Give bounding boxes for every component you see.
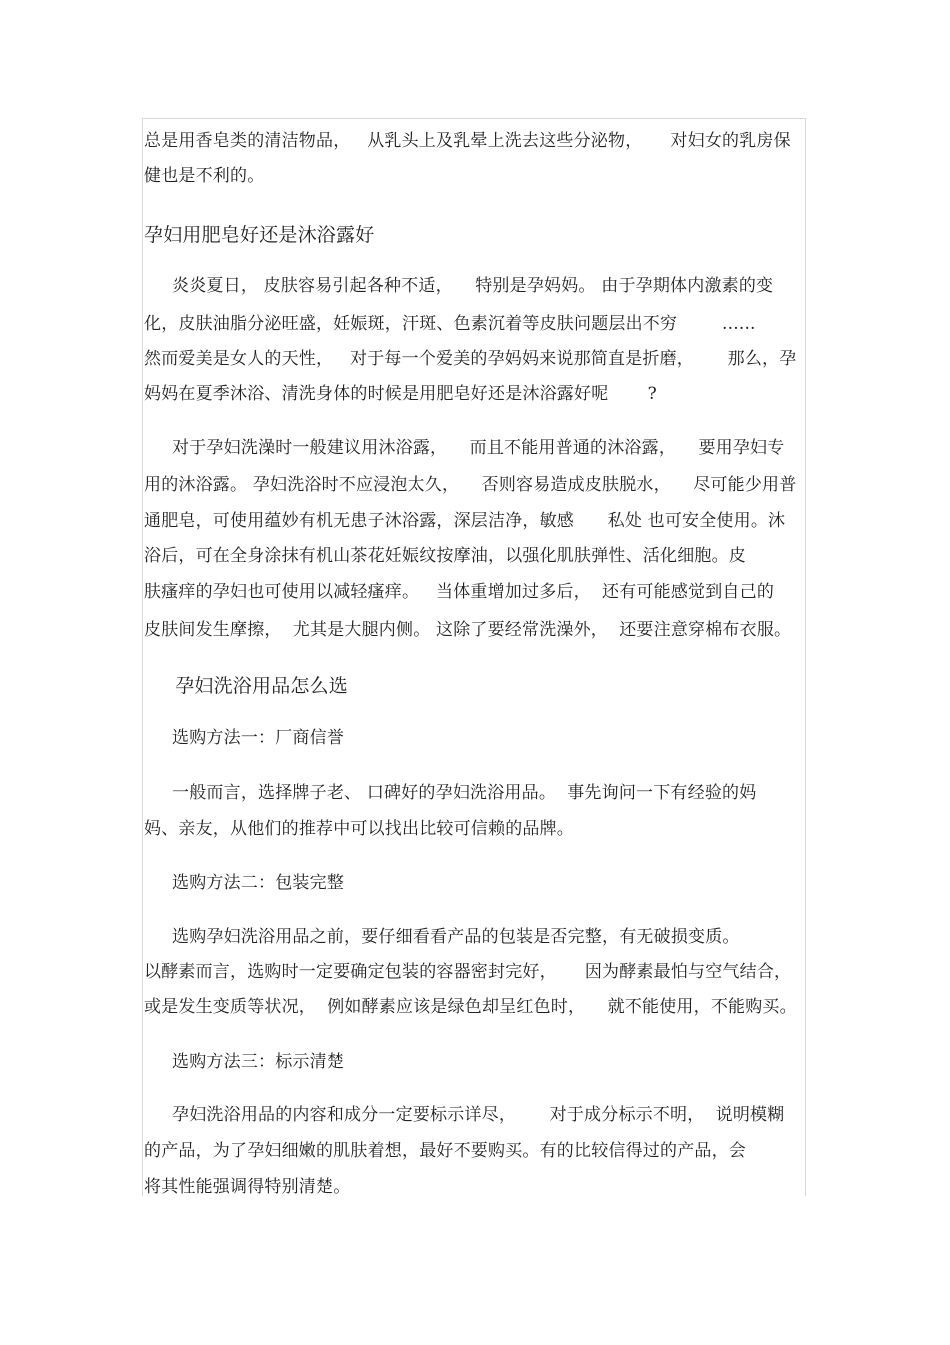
subheading: 选购方法一：厂商信誉 bbox=[144, 728, 345, 748]
subheading: 选购方法二：包装完整 bbox=[144, 873, 345, 893]
body-text-line: 健也是不利的。 bbox=[144, 166, 265, 186]
body-text-line: 对于孕妇洗澡时一般建议用沐浴露， 而且不能用普通的沐浴露， 要用孕妇专 bbox=[144, 438, 785, 458]
body-text-line: 孕妇洗浴用品的内容和成分一定要标示详尽， 对于成分标示不明， 说明模糊 bbox=[144, 1105, 785, 1125]
body-text-line: 化，皮肤油脂分泌旺盛，妊娠斑，汗斑、色素沉着等皮肤问题层出不穷 ...... bbox=[144, 314, 756, 334]
body-text-line: 肤瘙痒的孕妇也可使用以减轻瘙痒。 当体重增加过多后， 还有可能感觉到自己的 bbox=[144, 582, 775, 602]
body-text-line: 炎炎夏日， 皮肤容易引起各种不适， 特别是孕妈妈。 由于孕期体内激素的变 bbox=[144, 276, 774, 296]
body-text-line: 妈妈在夏季沐浴、清洗身体的时候是用肥皂好还是沐浴露好呢 ? bbox=[144, 384, 657, 404]
body-text-line: 然而爱美是女人的天性， 对于每一个爱美的孕妈妈来说那简直是折磨， 那么，孕 bbox=[144, 349, 797, 369]
subheading: 选购方法三：标示清楚 bbox=[144, 1052, 345, 1072]
body-text-line: 选购孕妇洗浴用品之前，要仔细看看产品的包装是否完整，有无破损变质。 bbox=[144, 927, 740, 947]
body-text-line: 的产品，为了孕妇细嫩的肌肤着想，最好不要购买。有的比较信得过的产品，会 bbox=[144, 1141, 746, 1161]
body-text-line: 皮肤间发生摩擦， 尤其是大腿内侧。 这除了要经常洗澡外， 还要注意穿棉布衣服。 bbox=[144, 620, 792, 640]
section-heading: 孕妇洗浴用品怎么选 bbox=[144, 675, 348, 697]
body-text-line: 用的沐浴露。 孕妇洗浴时不应浸泡太久， 否则容易造成皮肤脱水， 尽可能少用普 bbox=[144, 475, 797, 495]
body-text-line: 或是发生变质等状况， 例如酵素应该是绿色却呈红色时， 就不能使用，不能购买。 bbox=[144, 997, 797, 1017]
body-text-line: 总是用香皂类的清洁物品， 从乳头上及乳晕上洗去这些分泌物， 对妇女的乳房保 bbox=[144, 131, 791, 151]
section-heading: 孕妇用肥皂好还是沐浴露好 bbox=[144, 224, 375, 246]
body-text-line: 通肥皂，可使用蕴妙有机无患子沐浴露，深层洁净，敏感 私处 也可安全使用。沐 bbox=[144, 511, 786, 531]
body-text-line: 以酵素而言，选购时一定要确定包装的容器密封完好， 因为酵素最怕与空气结合， bbox=[144, 962, 792, 982]
body-text-line: 一般而言，选择牌子老、 口碑好的孕妇洗浴用品。 事先询问一下有经验的妈 bbox=[144, 783, 757, 803]
body-text-line: 妈、亲友，从他们的推荐中可以找出比较可信赖的品牌。 bbox=[144, 819, 574, 839]
body-text-line: 浴后，可在全身涂抹有机山茶花妊娠纹按摩油，以强化肌肤弹性、活化细胞。皮 bbox=[144, 546, 746, 566]
body-text-line: 将其性能强调得特别清楚。 bbox=[144, 1177, 351, 1197]
